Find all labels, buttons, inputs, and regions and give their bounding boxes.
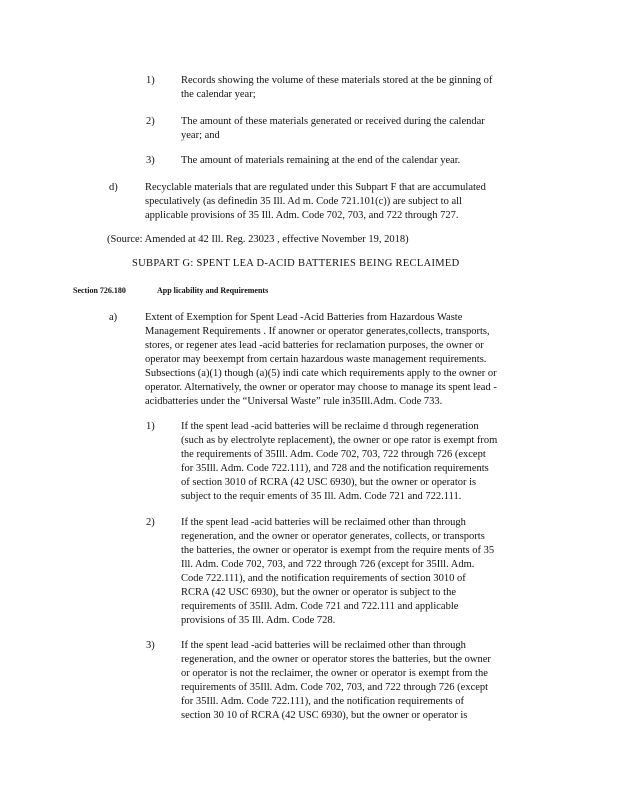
text-line: stores, or regener ates lead -acid batteries for reclamation purposes, the owner or <box>145 340 484 351</box>
item-a3-number: 3) <box>146 640 155 651</box>
text-line: regeneration, and the owner or operator generates, collects, or transports <box>181 531 485 542</box>
text-line: Ill. Adm. Code 702, 703, and 722 through 726 (except for 35Ill. Adm. <box>181 559 475 570</box>
text-line: subject to the requir ements of 35 Ill. Adm. Code 721 and 722.111. <box>181 491 462 502</box>
text-line: The amount of these materials generated or received during the calendar <box>181 116 485 127</box>
text-line: of section 3010 of RCRA (42 USC 6930), but the owner or operator is <box>181 477 477 488</box>
item-a-number: a) <box>109 312 118 323</box>
section-number: Section 726.180 <box>73 286 126 295</box>
text-line: the calendar year; <box>181 89 256 100</box>
text-line: regeneration, and the owner or operator stores the batteries, but the owner <box>181 654 491 665</box>
text-line: year; and <box>181 130 220 141</box>
text-line: RCRA (42 USC 6930), but the owner or operator is subject to the <box>181 587 457 598</box>
text-line: applicable provisions of 35 Ill. Adm. Code 702, 703, and 722 through 727. <box>145 210 459 221</box>
text-line: operator. Alternatively, the owner or operator may choose to manage its spent lead - <box>145 382 497 393</box>
text-line: operator may beexempt from certain hazardous waste management requirements. <box>145 354 487 365</box>
text-line: If the spent lead -acid batteries will be reclaimed other than through <box>181 517 466 528</box>
item-a2-text <box>181 516 546 628</box>
item-2-number: 2) <box>146 116 155 127</box>
text-line: (such as by electrolyte replacement), the owner or ope rator is exempt from <box>181 435 498 446</box>
text-line: speculatively (as definedin 35 Ill. Ad m. Code 721.101(c)) are subject to all <box>145 196 462 207</box>
item-a3-text <box>181 639 546 723</box>
item-a-text <box>145 311 550 409</box>
text-line: for 35Ill. Adm. Code 722.111), and the notification requirements of <box>181 696 464 707</box>
text-line: the requirements of 35Ill. Adm. Code 702, 703, 722 through 726 (except <box>181 449 486 460</box>
item-a1-text <box>181 420 546 504</box>
section-title: App licability and Requirements <box>157 286 269 295</box>
item-1-text <box>181 74 541 102</box>
text-line: Subsections (a)(1) though (a)(5) indi cate which requirements apply to the owner or <box>145 368 497 379</box>
text-line: Code 722.111), and the notification requirements of section 3010 of <box>181 573 466 584</box>
text-line: The amount of materials remaining at the end of the calendar year. <box>181 155 461 166</box>
item-d-number: d) <box>109 182 118 193</box>
text-line: Management Requirements . If anowner or operator generates,collects, transports, <box>145 326 490 337</box>
text-line: If the spent lead -acid batteries will be reclaime d through regeneration <box>181 421 479 432</box>
text-line: requirements of 35Ill. Adm. Code 702, 703, and 722 through 726 (except <box>181 682 489 693</box>
text-line: or operator is not the reclaimer, the owner or operator is exempt from the <box>181 668 488 679</box>
text-line: If the spent lead -acid batteries will be reclaimed other than through <box>181 640 466 651</box>
text-line: provisions of 35 Ill. Adm. Code 728. <box>181 615 336 626</box>
item-1-number: 1) <box>146 75 155 86</box>
text-line: for 35Ill. Adm. Code 722.111), and 728 and the notification requirements <box>181 463 489 474</box>
text-line: section 30 10 of RCRA (42 USC 6930), but the owner or operator is <box>181 710 468 721</box>
item-a2-number: 2) <box>146 517 155 528</box>
text-line: requirements of 35Ill. Adm. Code 721 and 722.111 and applicable <box>181 601 459 612</box>
text-line: Recyclable materials that are regulated under this Subpart F that are accumulated <box>145 182 486 193</box>
text-line: Extent of Exemption for Spent Lead -Acid Batteries from Hazardous Waste <box>145 312 463 323</box>
item-a1-number: 1) <box>146 421 155 432</box>
source-note: (Source: Amended at 42 Ill. Reg. 23023 , effective November 19, 2018) <box>107 234 409 245</box>
item-2-text <box>181 115 541 143</box>
item-3-number: 3) <box>146 155 155 166</box>
item-3-text <box>181 154 541 168</box>
subpart-heading: SUBPART G: SPENT LEA D-ACID BATTERIES BEING RECLAIMED <box>132 258 460 269</box>
text-line: acidbatteries under the “Universal Waste” rule in35Ill.Adm. Code 733. <box>145 396 443 407</box>
item-d-text <box>145 181 545 223</box>
text-line: Records showing the volume of these materials stored at the be ginning of <box>181 75 493 86</box>
text-line: the batteries, the owner or operator is exempt from the require ments of 35 <box>181 545 495 556</box>
